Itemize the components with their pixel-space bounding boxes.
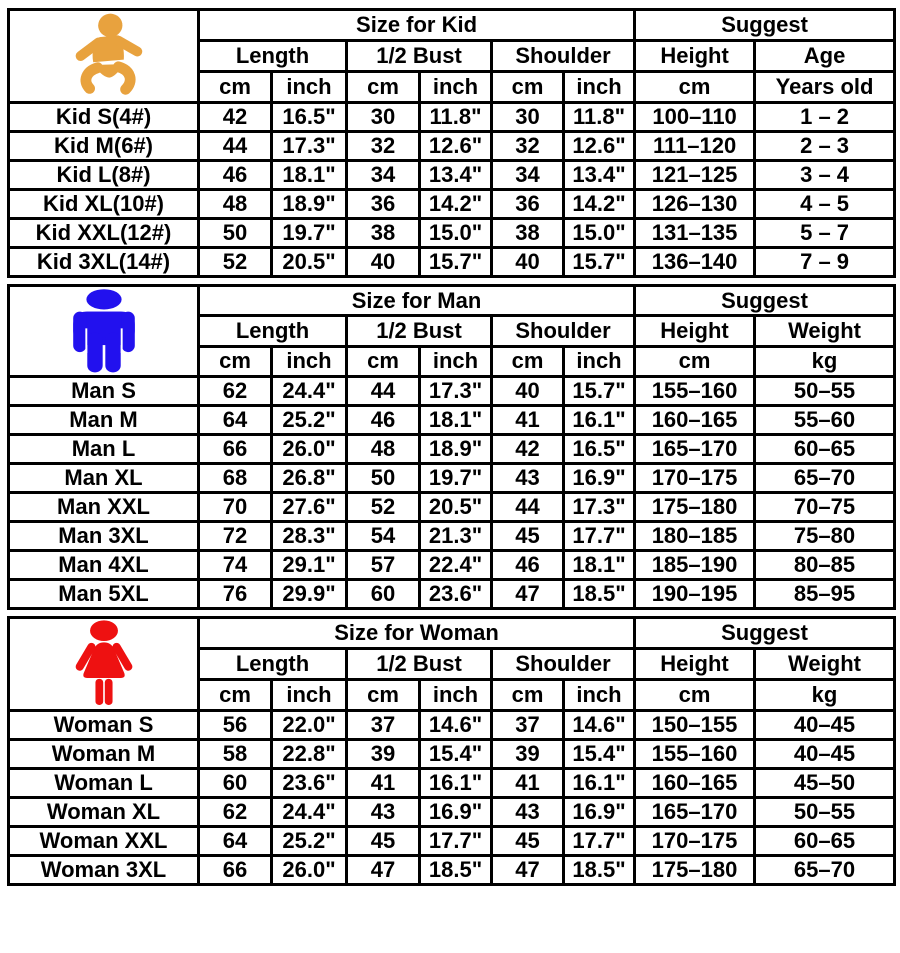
value-cell: 18.5" — [420, 856, 492, 885]
value-cell: 66 — [199, 435, 272, 464]
value-cell: 18.5" — [564, 580, 635, 609]
value-cell: 43 — [347, 798, 420, 827]
value-cell: 62 — [199, 377, 272, 406]
size-label: Kid XL(10#) — [9, 190, 199, 219]
col-group-half-bust: 1/2 Bust — [347, 41, 492, 72]
value-cell: 13.4" — [420, 161, 492, 190]
col-group-shoulder: Shoulder — [492, 649, 635, 680]
value-cell: 16.1" — [564, 406, 635, 435]
value-cell: 5 – 7 — [755, 219, 895, 248]
woman-icon — [56, 619, 152, 709]
value-cell: 44 — [347, 377, 420, 406]
unit-inch: inch — [564, 72, 635, 103]
value-cell: 16.1" — [564, 769, 635, 798]
value-cell: 64 — [199, 406, 272, 435]
unit-cm: cm — [199, 346, 272, 376]
size-group-title: Size for Kid — [199, 10, 635, 41]
value-cell: 175–180 — [635, 493, 755, 522]
size-label: Man S — [9, 377, 199, 406]
value-cell: 45 — [347, 827, 420, 856]
value-cell: 43 — [492, 464, 564, 493]
unit-cm: cm — [635, 346, 755, 376]
value-cell: 155–160 — [635, 740, 755, 769]
value-cell: 40 — [492, 248, 564, 277]
value-cell: 121–125 — [635, 161, 755, 190]
value-cell: 75–80 — [755, 522, 895, 551]
value-cell: 15.0" — [564, 219, 635, 248]
table-row — [9, 493, 895, 522]
size-label: Woman XL — [9, 798, 199, 827]
value-cell: 25.2" — [272, 827, 347, 856]
col-group-half-bust: 1/2 Bust — [347, 649, 492, 680]
value-cell: 180–185 — [635, 522, 755, 551]
value-cell: 17.3" — [272, 132, 347, 161]
value-cell: 29.9" — [272, 580, 347, 609]
value-cell: 11.8" — [420, 103, 492, 132]
size-chart-sections — [7, 8, 893, 886]
unit-cm: cm — [635, 72, 755, 103]
value-cell: 57 — [347, 551, 420, 580]
value-cell: 20.5" — [272, 248, 347, 277]
value-cell: 80–85 — [755, 551, 895, 580]
value-cell: 126–130 — [635, 190, 755, 219]
value-cell: 136–140 — [635, 248, 755, 277]
value-cell: 85–95 — [755, 580, 895, 609]
table-title-row — [9, 10, 895, 41]
unit-cm: cm — [492, 680, 564, 711]
value-cell: 42 — [492, 435, 564, 464]
suggest-group-title: Suggest — [635, 286, 895, 316]
value-cell: 42 — [199, 103, 272, 132]
unit-inch: inch — [272, 72, 347, 103]
value-cell: 18.1" — [420, 406, 492, 435]
unit-inch: inch — [420, 346, 492, 376]
value-cell: 17.7" — [564, 827, 635, 856]
value-cell: 46 — [492, 551, 564, 580]
unit-cm: cm — [347, 346, 420, 376]
value-cell: 26.8" — [272, 464, 347, 493]
value-cell: 30 — [347, 103, 420, 132]
size-table — [7, 8, 896, 278]
value-cell: 155–160 — [635, 377, 755, 406]
col-group-age-or-weight: Age — [755, 41, 895, 72]
value-cell: 190–195 — [635, 580, 755, 609]
size-group-title: Size for Man — [199, 286, 635, 316]
value-cell: 24.4" — [272, 377, 347, 406]
value-cell: 41 — [347, 769, 420, 798]
value-cell: 48 — [347, 435, 420, 464]
value-cell: 40–45 — [755, 711, 895, 740]
size-label: Woman 3XL — [9, 856, 199, 885]
value-cell: 70 — [199, 493, 272, 522]
table-title-row — [9, 286, 895, 316]
value-cell: 36 — [492, 190, 564, 219]
value-cell: 47 — [347, 856, 420, 885]
value-cell: 1 – 2 — [755, 103, 895, 132]
value-cell: 160–165 — [635, 769, 755, 798]
table-row — [9, 406, 895, 435]
table-row — [9, 248, 895, 277]
col-group-shoulder: Shoulder — [492, 316, 635, 346]
value-cell: 41 — [492, 769, 564, 798]
table-row — [9, 711, 895, 740]
value-cell: 40 — [347, 248, 420, 277]
col-group-height: Height — [635, 41, 755, 72]
value-cell: 12.6" — [420, 132, 492, 161]
value-cell: 150–155 — [635, 711, 755, 740]
value-cell: 66 — [199, 856, 272, 885]
value-cell: 56 — [199, 711, 272, 740]
col-group-height: Height — [635, 316, 755, 346]
value-cell: 23.6" — [272, 769, 347, 798]
table-row — [9, 161, 895, 190]
value-cell: 34 — [492, 161, 564, 190]
col-group-age-or-weight: Weight — [755, 649, 895, 680]
table-row — [9, 798, 895, 827]
value-cell: 17.7" — [564, 522, 635, 551]
size-label: Man XXL — [9, 493, 199, 522]
value-cell: 16.9" — [564, 798, 635, 827]
value-cell: 18.1" — [564, 551, 635, 580]
value-cell: 39 — [492, 740, 564, 769]
size-table — [7, 284, 896, 610]
value-cell: 100–110 — [635, 103, 755, 132]
col-group-length: Length — [199, 649, 347, 680]
value-cell: 15.7" — [564, 248, 635, 277]
value-cell: 18.9" — [272, 190, 347, 219]
unit-inch: inch — [420, 72, 492, 103]
unit-inch: inch — [272, 346, 347, 376]
value-cell: 74 — [199, 551, 272, 580]
unit-cm: cm — [635, 680, 755, 711]
unit-age-or-kg: kg — [755, 346, 895, 376]
value-cell: 111–120 — [635, 132, 755, 161]
value-cell: 38 — [492, 219, 564, 248]
value-cell: 58 — [199, 740, 272, 769]
size-label: Man 3XL — [9, 522, 199, 551]
table-row — [9, 132, 895, 161]
value-cell: 26.0" — [272, 856, 347, 885]
value-cell: 41 — [492, 406, 564, 435]
icon-cell — [9, 10, 199, 103]
col-group-length: Length — [199, 316, 347, 346]
table-row — [9, 769, 895, 798]
value-cell: 40 — [492, 377, 564, 406]
value-cell: 47 — [492, 856, 564, 885]
value-cell: 55–60 — [755, 406, 895, 435]
value-cell: 60–65 — [755, 827, 895, 856]
value-cell: 65–70 — [755, 464, 895, 493]
value-cell: 16.5" — [564, 435, 635, 464]
value-cell: 43 — [492, 798, 564, 827]
value-cell: 64 — [199, 827, 272, 856]
value-cell: 170–175 — [635, 827, 755, 856]
value-cell: 11.8" — [564, 103, 635, 132]
value-cell: 40–45 — [755, 740, 895, 769]
size-label: Man M — [9, 406, 199, 435]
value-cell: 7 – 9 — [755, 248, 895, 277]
size-label: Kid L(8#) — [9, 161, 199, 190]
value-cell: 131–135 — [635, 219, 755, 248]
size-table — [7, 616, 896, 886]
unit-cm: cm — [347, 680, 420, 711]
value-cell: 18.5" — [564, 856, 635, 885]
table-title-row — [9, 618, 895, 649]
value-cell: 50 — [347, 464, 420, 493]
col-group-half-bust: 1/2 Bust — [347, 316, 492, 346]
value-cell: 185–190 — [635, 551, 755, 580]
value-cell: 27.6" — [272, 493, 347, 522]
value-cell: 44 — [492, 493, 564, 522]
value-cell: 48 — [199, 190, 272, 219]
unit-inch: inch — [272, 680, 347, 711]
value-cell: 21.3" — [420, 522, 492, 551]
baby-icon — [54, 11, 154, 101]
unit-age-or-kg: kg — [755, 680, 895, 711]
value-cell: 19.7" — [420, 464, 492, 493]
unit-cm: cm — [199, 72, 272, 103]
size-label: Man L — [9, 435, 199, 464]
size-label: Man 4XL — [9, 551, 199, 580]
size-label: Kid S(4#) — [9, 103, 199, 132]
value-cell: 3 – 4 — [755, 161, 895, 190]
value-cell: 15.4" — [420, 740, 492, 769]
value-cell: 65–70 — [755, 856, 895, 885]
table-row — [9, 190, 895, 219]
value-cell: 22.4" — [420, 551, 492, 580]
size-label: Kid XXL(12#) — [9, 219, 199, 248]
value-cell: 54 — [347, 522, 420, 551]
value-cell: 52 — [199, 248, 272, 277]
value-cell: 15.0" — [420, 219, 492, 248]
value-cell: 16.1" — [420, 769, 492, 798]
value-cell: 18.9" — [420, 435, 492, 464]
value-cell: 22.8" — [272, 740, 347, 769]
value-cell: 14.2" — [564, 190, 635, 219]
value-cell: 60–65 — [755, 435, 895, 464]
value-cell: 46 — [199, 161, 272, 190]
value-cell: 17.3" — [564, 493, 635, 522]
table-row — [9, 740, 895, 769]
suggest-group-title: Suggest — [635, 10, 895, 41]
value-cell: 25.2" — [272, 406, 347, 435]
unit-cm: cm — [347, 72, 420, 103]
value-cell: 50 — [199, 219, 272, 248]
value-cell: 32 — [492, 132, 564, 161]
value-cell: 14.6" — [420, 711, 492, 740]
value-cell: 70–75 — [755, 493, 895, 522]
unit-inch: inch — [564, 680, 635, 711]
value-cell: 44 — [199, 132, 272, 161]
value-cell: 16.9" — [420, 798, 492, 827]
unit-inch: inch — [420, 680, 492, 711]
value-cell: 13.4" — [564, 161, 635, 190]
value-cell: 46 — [347, 406, 420, 435]
suggest-group-title: Suggest — [635, 618, 895, 649]
value-cell: 68 — [199, 464, 272, 493]
size-label: Kid M(6#) — [9, 132, 199, 161]
man-icon — [56, 287, 152, 375]
unit-cm: cm — [199, 680, 272, 711]
value-cell: 18.1" — [272, 161, 347, 190]
col-group-height: Height — [635, 649, 755, 680]
value-cell: 19.7" — [272, 219, 347, 248]
value-cell: 36 — [347, 190, 420, 219]
value-cell: 165–170 — [635, 798, 755, 827]
table-row — [9, 580, 895, 609]
value-cell: 2 – 3 — [755, 132, 895, 161]
value-cell: 60 — [347, 580, 420, 609]
value-cell: 12.6" — [564, 132, 635, 161]
value-cell: 34 — [347, 161, 420, 190]
value-cell: 15.7" — [564, 377, 635, 406]
size-label: Man XL — [9, 464, 199, 493]
value-cell: 23.6" — [420, 580, 492, 609]
unit-cm: cm — [492, 72, 564, 103]
value-cell: 22.0" — [272, 711, 347, 740]
table-row — [9, 435, 895, 464]
size-label: Woman XXL — [9, 827, 199, 856]
value-cell: 32 — [347, 132, 420, 161]
value-cell: 50–55 — [755, 377, 895, 406]
value-cell: 28.3" — [272, 522, 347, 551]
value-cell: 47 — [492, 580, 564, 609]
value-cell: 17.7" — [420, 827, 492, 856]
value-cell: 45 — [492, 827, 564, 856]
size-label: Woman M — [9, 740, 199, 769]
unit-cm: cm — [492, 346, 564, 376]
value-cell: 29.1" — [272, 551, 347, 580]
value-cell: 16.9" — [564, 464, 635, 493]
size-label: Man 5XL — [9, 580, 199, 609]
unit-inch: inch — [564, 346, 635, 376]
value-cell: 39 — [347, 740, 420, 769]
value-cell: 76 — [199, 580, 272, 609]
table-row — [9, 522, 895, 551]
table-row — [9, 103, 895, 132]
value-cell: 175–180 — [635, 856, 755, 885]
value-cell: 38 — [347, 219, 420, 248]
value-cell: 37 — [347, 711, 420, 740]
table-row — [9, 827, 895, 856]
size-label: Kid 3XL(14#) — [9, 248, 199, 277]
table-row — [9, 856, 895, 885]
table-row — [9, 219, 895, 248]
value-cell: 24.4" — [272, 798, 347, 827]
value-cell: 60 — [199, 769, 272, 798]
value-cell: 165–170 — [635, 435, 755, 464]
size-label: Woman S — [9, 711, 199, 740]
value-cell: 20.5" — [420, 493, 492, 522]
value-cell: 52 — [347, 493, 420, 522]
size-group-title: Size for Woman — [199, 618, 635, 649]
value-cell: 16.5" — [272, 103, 347, 132]
value-cell: 50–55 — [755, 798, 895, 827]
table-row — [9, 377, 895, 406]
value-cell: 170–175 — [635, 464, 755, 493]
value-cell: 14.2" — [420, 190, 492, 219]
value-cell: 14.6" — [564, 711, 635, 740]
value-cell: 17.3" — [420, 377, 492, 406]
icon-cell — [9, 618, 199, 711]
value-cell: 4 – 5 — [755, 190, 895, 219]
icon-cell — [9, 286, 199, 377]
value-cell: 62 — [199, 798, 272, 827]
col-group-length: Length — [199, 41, 347, 72]
value-cell: 160–165 — [635, 406, 755, 435]
col-group-shoulder: Shoulder — [492, 41, 635, 72]
value-cell: 72 — [199, 522, 272, 551]
value-cell: 37 — [492, 711, 564, 740]
col-group-age-or-weight: Weight — [755, 316, 895, 346]
value-cell: 15.4" — [564, 740, 635, 769]
table-row — [9, 464, 895, 493]
table-row — [9, 551, 895, 580]
size-label: Woman L — [9, 769, 199, 798]
value-cell: 45 — [492, 522, 564, 551]
value-cell: 26.0" — [272, 435, 347, 464]
value-cell: 45–50 — [755, 769, 895, 798]
value-cell: 30 — [492, 103, 564, 132]
value-cell: 15.7" — [420, 248, 492, 277]
unit-age-or-kg: Years old — [755, 72, 895, 103]
